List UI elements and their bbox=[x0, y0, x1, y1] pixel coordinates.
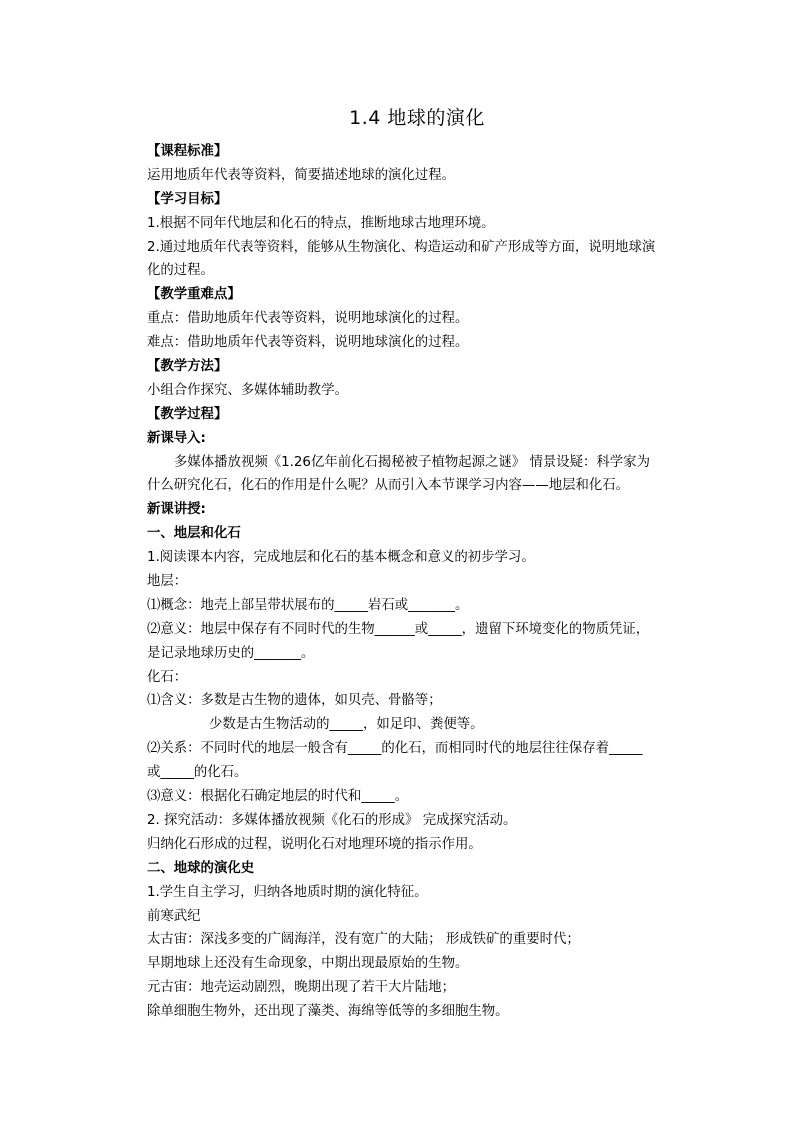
text-line: 少数是古生物活动的_____，如足印、粪便等。 bbox=[209, 717, 484, 733]
text-line: 2. 探究活动：多媒体播放视频《化石的形成》 完成探究活动。 bbox=[147, 812, 517, 828]
section-heading: 【教学重难点】 bbox=[147, 287, 241, 303]
text-line: 1.学生自主学习，归纳各地质时期的演化特征。 bbox=[147, 884, 428, 900]
text-line: 难点：借助地质年代表等资料，说明地球演化的过程。 bbox=[147, 335, 469, 351]
text-line: 前寒武纪 bbox=[147, 908, 201, 924]
text-line: 或_____的化石。 bbox=[147, 765, 248, 781]
text-line: ⑵意义：地层中保存有不同时代的生物______或_____，遗留下环境变化的物质凭证， bbox=[147, 621, 650, 637]
text-line: ⑵关系：不同时代的地层一般含有_____的化石，而相同时代的地层往往保存着_____ bbox=[147, 741, 643, 757]
text-line: ⑴概念：地壳上部呈带状展布的_____岩石或_______。 bbox=[147, 597, 469, 613]
text-line: 什么研究化石，化石的作用是什么呢？从而引入本节课学习内容——地层和化石。 bbox=[147, 478, 630, 494]
section-heading: 【课程标准】 bbox=[147, 144, 228, 159]
document-page bbox=[147, 96, 687, 1024]
section-heading: 新课讲授: bbox=[147, 502, 206, 518]
section-heading: 【教学方法】 bbox=[147, 359, 228, 375]
text-line: ⑶意义：根据化石确定地层的时代和_____。 bbox=[147, 789, 409, 805]
text-line: 归纳化石形成的过程，说明化石对地理环境的指示作用。 bbox=[147, 836, 482, 852]
text-line: 化石： bbox=[147, 669, 188, 685]
text-line: 2.通过地质年代表等资料，能够从生物演化、构造运动和矿产形成等方面，说明地球演 bbox=[147, 239, 656, 255]
text-line: 元古宙：地壳运动剧烈，晚期出现了若干大片陆地； bbox=[147, 980, 455, 996]
text-line: 地层： bbox=[147, 574, 188, 590]
document-body bbox=[147, 140, 687, 1024]
text-line: 运用地质年代表等资料，简要描述地球的演化过程。 bbox=[147, 167, 455, 183]
text-line: ⑴含义：多数是古生物的遗体，如贝壳、骨骼等； bbox=[147, 693, 442, 709]
text-line: 除单细胞生物外，还出现了藻类、海绵等低等的多细胞生物。 bbox=[147, 1004, 509, 1020]
text-line: 1.根据不同年代地层和化石的特点，推断地球古地理环境。 bbox=[147, 215, 495, 231]
text-line: 重点：借助地质年代表等资料，说明地球演化的过程。 bbox=[147, 311, 469, 327]
section-heading: 【教学过程】 bbox=[147, 406, 228, 422]
section-heading: 二、地球的演化史 bbox=[147, 860, 255, 876]
text-line: 1.阅读课本内容，完成地层和化石的基本概念和意义的初步学习。 bbox=[147, 550, 535, 566]
text-line: 多媒体播放视频《1.26亿年前化石揭秘被子植物起源之谜》 情景设疑：科学家为 bbox=[174, 454, 650, 470]
text-line: 太古宙：深浅多变的广阔海洋，没有宽广的大陆； 形成铁矿的重要时代； bbox=[147, 932, 580, 948]
document-title: 1.4 地球的演化 bbox=[349, 107, 485, 129]
section-heading: 一、地层和化石 bbox=[147, 526, 241, 542]
text-line: 化的过程。 bbox=[147, 263, 214, 279]
section-heading: 【学习目标】 bbox=[147, 191, 228, 207]
section-heading: 新课导入: bbox=[147, 430, 206, 446]
text-line: 小组合作探究、多媒体辅助教学。 bbox=[147, 382, 348, 398]
text-line: 早期地球上还没有生命现象，中期出现最原始的生物。 bbox=[147, 956, 469, 972]
text-line: 是记录地球历史的_______。 bbox=[147, 645, 315, 661]
